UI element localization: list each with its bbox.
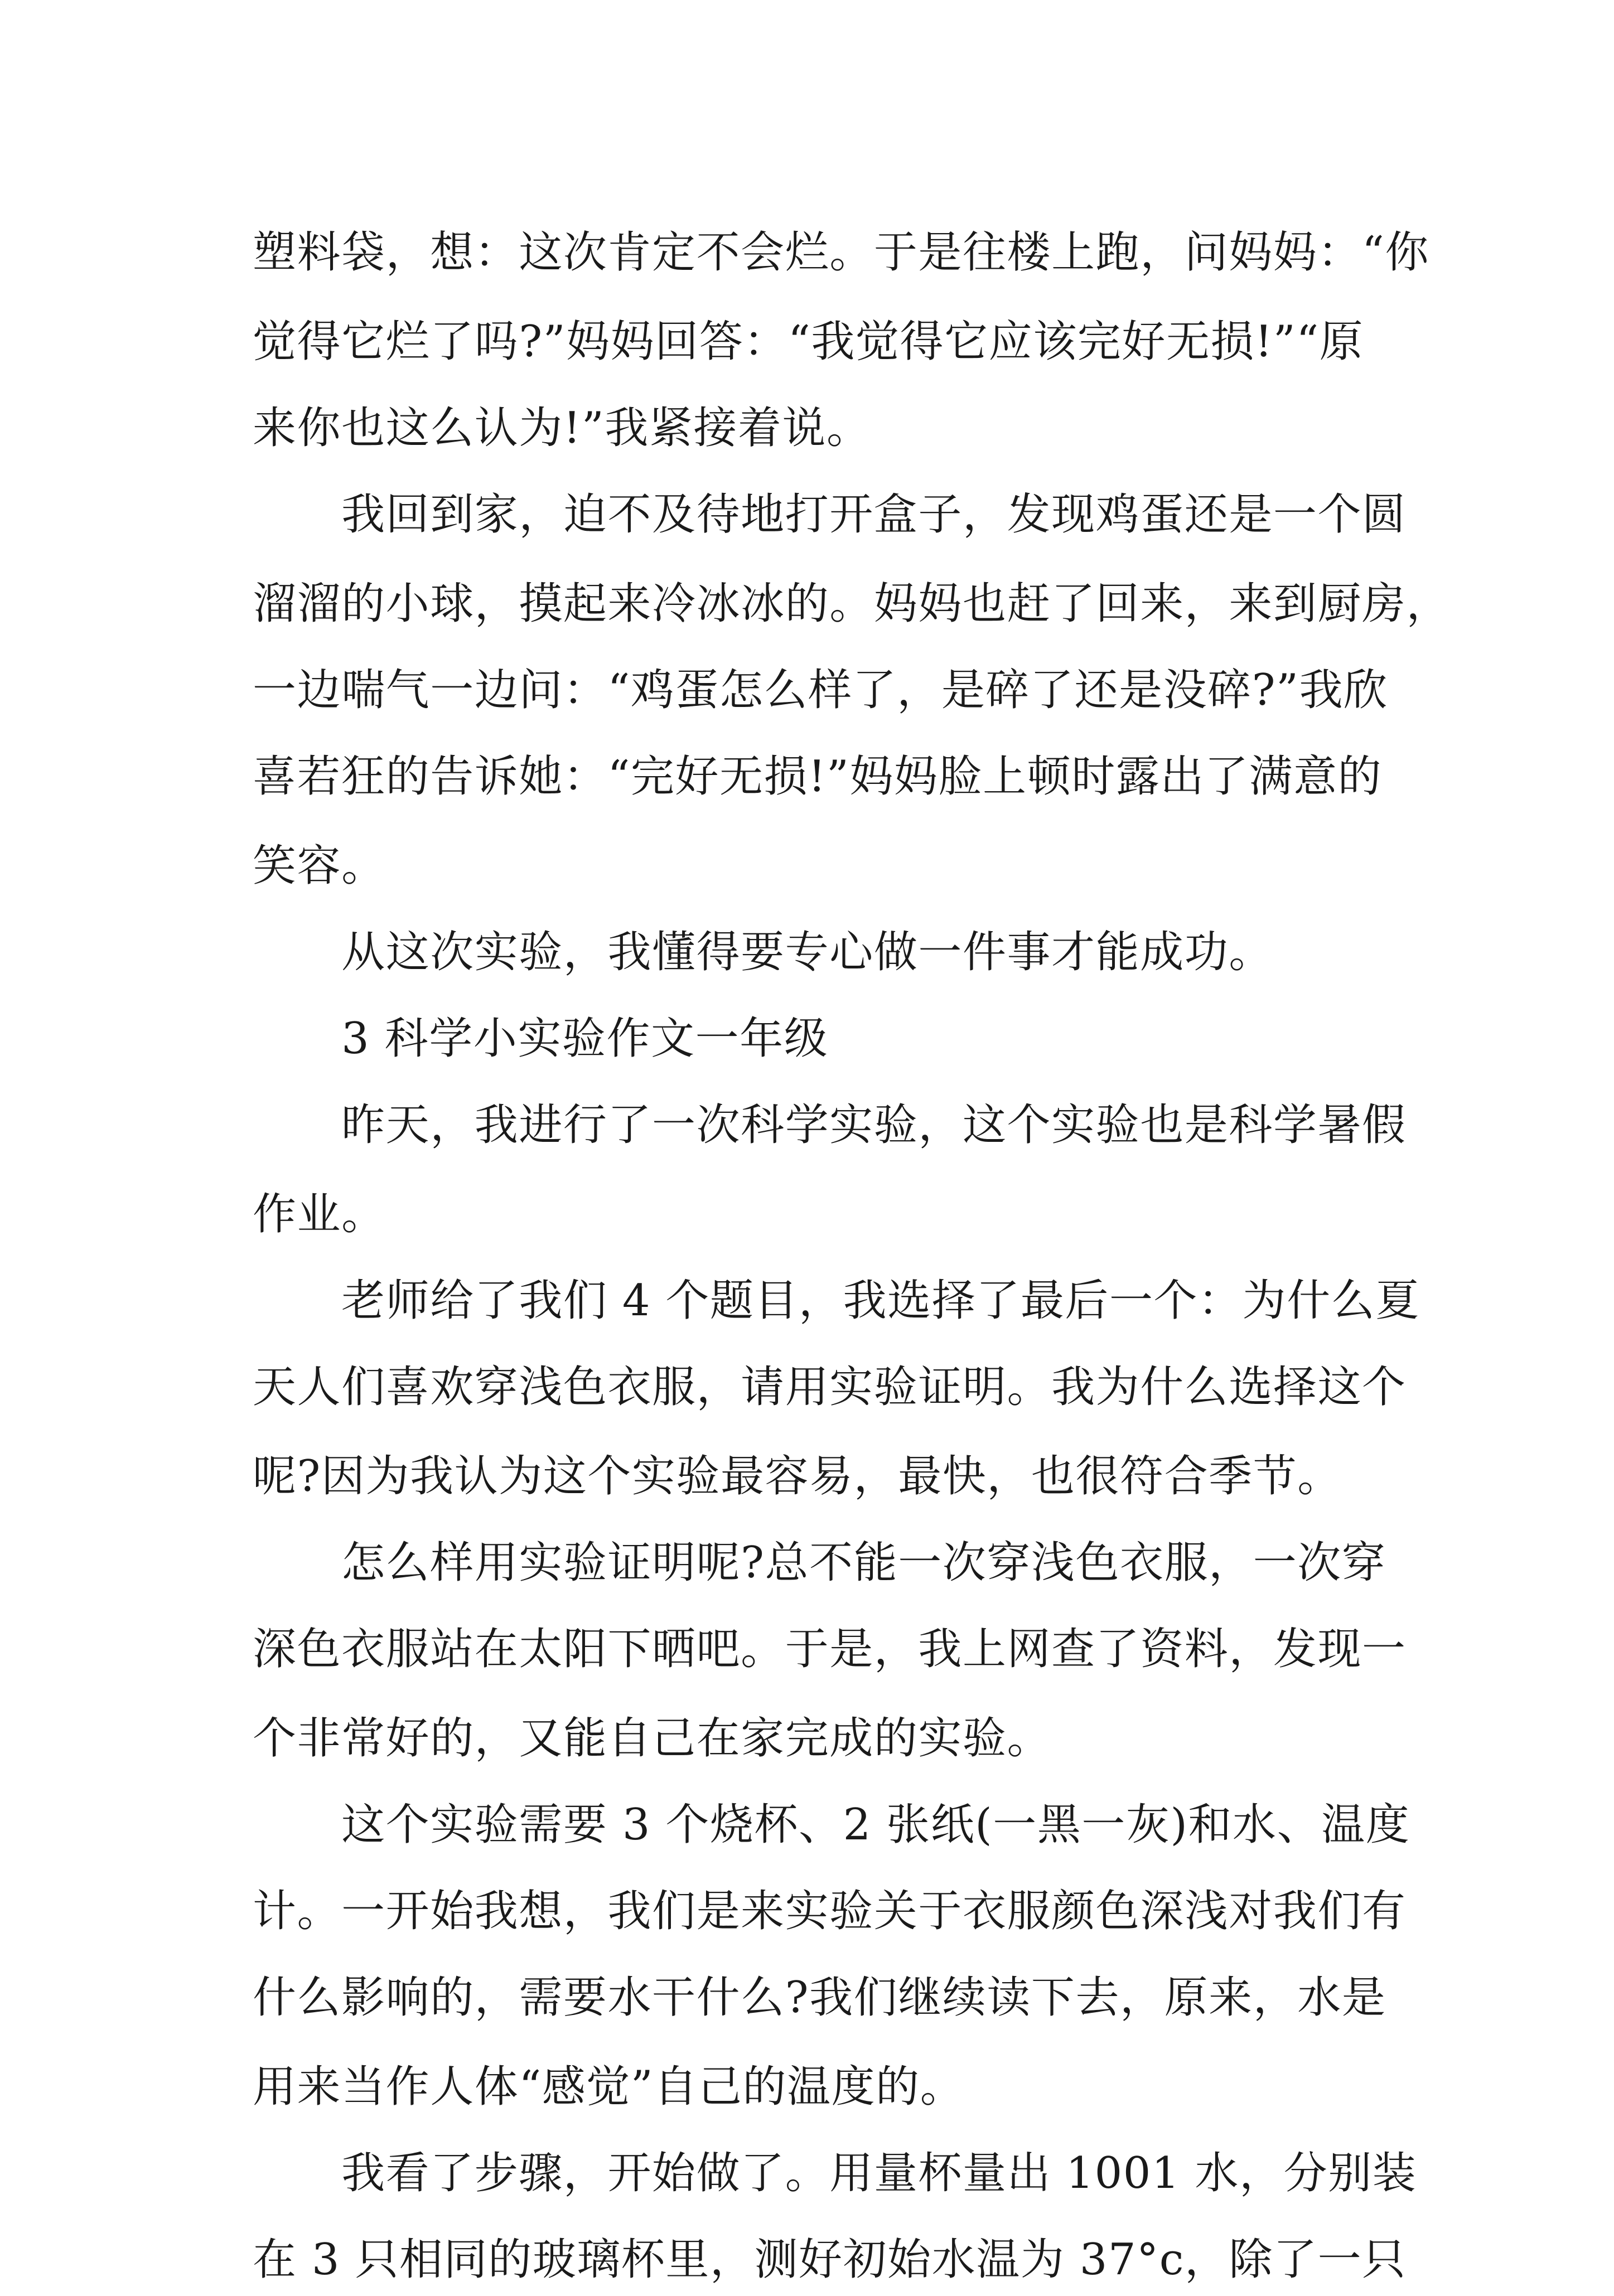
text-line: 我看了步骤，开始做了。用量杯量出 1001 水，分别装 bbox=[253, 2148, 1417, 2198]
text-line: 昨天，我进行了一次科学实验，这个实验也是科学暑假 bbox=[253, 1100, 1407, 1150]
text-line: 这个实验需要 3 个烧杯、2 张纸(一黑一灰)和水、温度 bbox=[253, 1800, 1410, 1850]
text-line: 个非常好的，又能自己在家完成的实验。 bbox=[253, 1713, 1052, 1764]
text-line: 一边喘气一边问：“鸡蛋怎么样了，是碎了还是没碎?”我欣 bbox=[253, 665, 1388, 715]
text-line: 老师给了我们 4 个题目，我选择了最后一个：为什么夏 bbox=[253, 1276, 1420, 1326]
text-line: 觉得它烂了吗?”妈妈回答：“我觉得它应该完好无损!”“原 bbox=[253, 317, 1364, 367]
text-line: 从这次实验，我懂得要专心做一件事才能成功。 bbox=[253, 927, 1273, 977]
text-line: 喜若狂的告诉她：“完好无损!”妈妈脸上顿时露出了满意的 bbox=[253, 752, 1383, 802]
text-line: 笑容。 bbox=[253, 841, 386, 891]
text-line: 溜溜的小球，摸起来冷冰冰的。妈妈也赶了回来，来到厨房， bbox=[253, 579, 1451, 629]
text-line: 来你也这么认为!”我紧接着说。 bbox=[253, 403, 871, 453]
text-line: 用来当作人体“感觉”自己的温度的。 bbox=[253, 2062, 965, 2112]
text-line: 深色衣服站在太阳下晒吧。于是，我上网查了资料，发现一 bbox=[253, 1624, 1407, 1674]
text-line: 作业。 bbox=[253, 1189, 386, 1239]
text-line: 塑料袋，想：这次肯定不会烂。于是往楼上跑，问妈妈：“你 bbox=[253, 227, 1429, 278]
text-line: 天人们喜欢穿浅色衣服，请用实验证明。我为什么选择这个 bbox=[253, 1362, 1407, 1412]
section-heading: 3 科学小实验作文一年级 bbox=[253, 1014, 829, 1064]
text-line: 在 3 只相同的玻璃杯里，测好初始水温为 37°c，除了一只 bbox=[253, 2235, 1407, 2285]
text-line: 计。一开始我想，我们是来实验关于衣服颜色深浅对我们有 bbox=[253, 1886, 1407, 1936]
text-line: 呢?因为我认为这个实验最容易，最快，也很符合季节。 bbox=[253, 1451, 1342, 1501]
text-line: 怎么样用实验证明呢?总不能一次穿浅色衣服，一次穿 bbox=[253, 1538, 1386, 1588]
text-line: 我回到家，迫不及待地打开盒子，发现鸡蛋还是一个圆 bbox=[253, 490, 1407, 540]
text-line: 什么影响的，需要水干什么?我们继续读下去，原来，水是 bbox=[253, 1973, 1386, 2023]
